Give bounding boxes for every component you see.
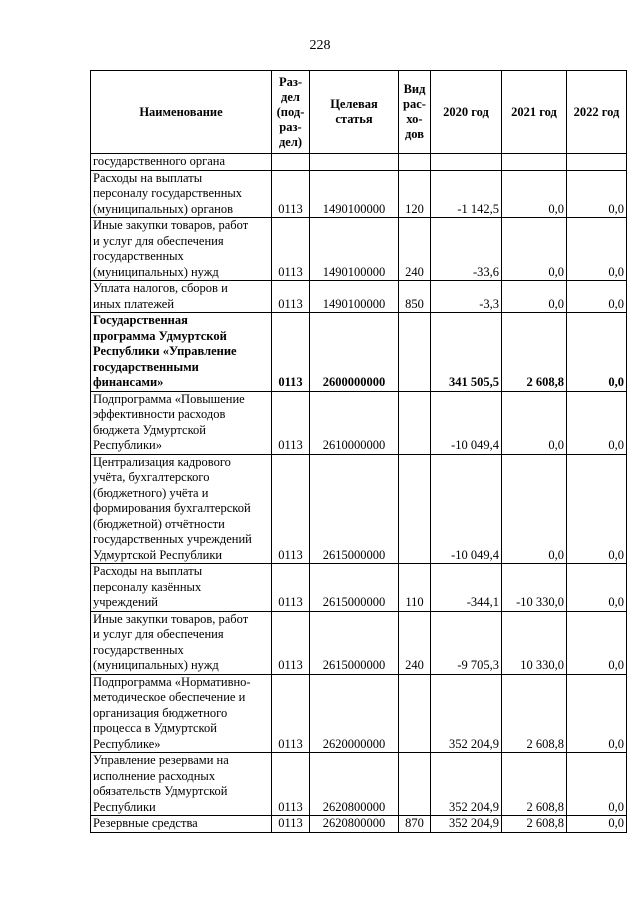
row-expense-type: 870 [399, 816, 431, 833]
row-value-2020: -33,6 [431, 218, 502, 281]
row-value-2022: 0,0 [567, 313, 627, 392]
row-expense-type: 110 [399, 564, 431, 612]
table-row [91, 753, 627, 816]
row-value-2022: 0,0 [567, 281, 627, 313]
budget-table [90, 70, 627, 833]
row-target: 1490100000 [310, 170, 399, 218]
row-expense-type [399, 154, 431, 171]
row-value-2022: 0,0 [567, 218, 627, 281]
row-target [310, 154, 399, 171]
row-name: Резервные средства [91, 816, 272, 833]
row-value-2020: -344,1 [431, 564, 502, 612]
row-section [272, 154, 310, 171]
row-value-2021: 2 608,8 [502, 313, 567, 392]
row-section: 0113 [272, 816, 310, 833]
row-section: 0113 [272, 611, 310, 674]
header-2020: 2020 год [431, 71, 502, 154]
row-value-2020: 352 204,9 [431, 674, 502, 753]
row-target: 1490100000 [310, 218, 399, 281]
row-value-2021 [502, 154, 567, 171]
row-section: 0113 [272, 313, 310, 392]
row-section: 0113 [272, 281, 310, 313]
table-row [91, 816, 627, 833]
row-value-2020: -9 705,3 [431, 611, 502, 674]
row-name: государственного органа [91, 154, 272, 171]
row-value-2022 [567, 154, 627, 171]
row-expense-type: 240 [399, 611, 431, 674]
row-expense-type [399, 313, 431, 392]
table-row [91, 674, 627, 753]
row-value-2020: -10 049,4 [431, 391, 502, 454]
table-header-row [91, 71, 627, 154]
row-value-2021: 0,0 [502, 391, 567, 454]
row-section: 0113 [272, 391, 310, 454]
row-name: Подпрограмма «Нормативно- методическое обеспечение и организация бюджетного процесса в Удмуртской Республике» [91, 674, 272, 753]
table-row [91, 281, 627, 313]
row-value-2022: 0,0 [567, 674, 627, 753]
row-value-2022: 0,0 [567, 611, 627, 674]
row-name: Расходы на выплаты персоналу государственных (муниципальных) органов [91, 170, 272, 218]
row-expense-type: 240 [399, 218, 431, 281]
header-target: Целевая статья [310, 71, 399, 154]
row-name: Расходы на выплаты персоналу казённых учреждений [91, 564, 272, 612]
row-section: 0113 [272, 170, 310, 218]
row-value-2021: 10 330,0 [502, 611, 567, 674]
table-row [91, 218, 627, 281]
row-value-2020: -3,3 [431, 281, 502, 313]
row-name: Государственная программа Удмуртской Республики «Управление государственными финансами» [91, 313, 272, 392]
row-value-2021: 2 608,8 [502, 674, 567, 753]
row-value-2020: 352 204,9 [431, 816, 502, 833]
row-name: Иные закупки товаров, работ и услуг для обеспечения государственных (муниципальных) нужд [91, 218, 272, 281]
row-expense-type [399, 753, 431, 816]
page-number: 228 [309, 38, 331, 53]
row-value-2020: -1 142,5 [431, 170, 502, 218]
row-expense-type [399, 674, 431, 753]
header-name: Наименование [91, 71, 272, 154]
row-section: 0113 [272, 674, 310, 753]
row-value-2021: 0,0 [502, 218, 567, 281]
row-value-2020 [431, 154, 502, 171]
row-section: 0113 [272, 564, 310, 612]
row-value-2021: 0,0 [502, 281, 567, 313]
row-expense-type: 850 [399, 281, 431, 313]
row-section: 0113 [272, 218, 310, 281]
header-expense-type: Вид рас- хо- дов [399, 71, 431, 154]
row-name: Централизация кадрового учёта, бухгалтерского (бюджетного) учёта и формирования бухгалтерской (бюджетной) отчётности государственных учреждений Удмуртской Республики [91, 454, 272, 564]
row-target: 2620800000 [310, 816, 399, 833]
table-row [91, 313, 627, 392]
row-value-2022: 0,0 [567, 454, 627, 564]
row-expense-type [399, 454, 431, 564]
row-target: 2620800000 [310, 753, 399, 816]
row-target: 2600000000 [310, 313, 399, 392]
row-target: 2615000000 [310, 611, 399, 674]
row-expense-type: 120 [399, 170, 431, 218]
table-row [91, 170, 627, 218]
row-value-2020: -10 049,4 [431, 454, 502, 564]
row-name: Иные закупки товаров, работ и услуг для обеспечения государственных (муниципальных) нужд [91, 611, 272, 674]
header-section: Раз- дел (под- раз- дел) [272, 71, 310, 154]
row-name: Подпрограмма «Повышение эффективности расходов бюджета Удмуртской Республики» [91, 391, 272, 454]
row-name: Уплата налогов, сборов и иных платежей [91, 281, 272, 313]
table-row [91, 564, 627, 612]
row-value-2021: 0,0 [502, 170, 567, 218]
header-2021: 2021 год [502, 71, 567, 154]
row-value-2020: 352 204,9 [431, 753, 502, 816]
table-row [91, 154, 627, 171]
row-target: 2615000000 [310, 564, 399, 612]
row-value-2021: 2 608,8 [502, 816, 567, 833]
row-value-2022: 0,0 [567, 170, 627, 218]
row-section: 0113 [272, 753, 310, 816]
row-value-2022: 0,0 [567, 391, 627, 454]
row-value-2022: 0,0 [567, 564, 627, 612]
row-value-2021: -10 330,0 [502, 564, 567, 612]
row-target: 2615000000 [310, 454, 399, 564]
row-value-2022: 0,0 [567, 816, 627, 833]
row-value-2022: 0,0 [567, 753, 627, 816]
row-target: 2620000000 [310, 674, 399, 753]
row-value-2021: 2 608,8 [502, 753, 567, 816]
row-value-2021: 0,0 [502, 454, 567, 564]
row-value-2020: 341 505,5 [431, 313, 502, 392]
row-target: 1490100000 [310, 281, 399, 313]
row-target: 2610000000 [310, 391, 399, 454]
row-section: 0113 [272, 454, 310, 564]
table-row [91, 391, 627, 454]
row-expense-type [399, 391, 431, 454]
header-2022: 2022 год [567, 71, 627, 154]
table-row [91, 611, 627, 674]
table-row [91, 454, 627, 564]
row-name: Управление резервами на исполнение расходных обязательств Удмуртской Республики [91, 753, 272, 816]
